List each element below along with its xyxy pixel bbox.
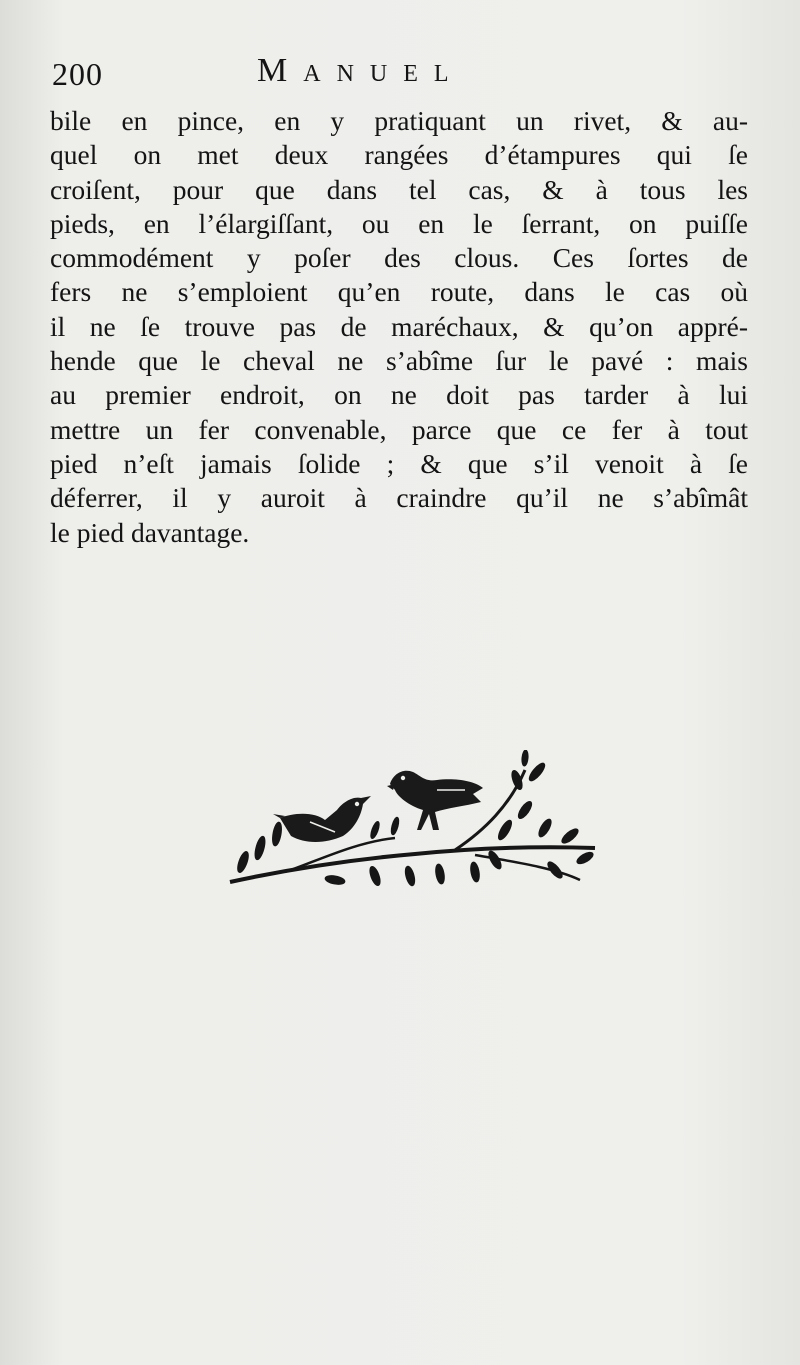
page-header: [52, 52, 752, 96]
text-line: bile en pince, en y pratiquant un rivet, & au-: [50, 105, 748, 136]
text-line: hende que le cheval ne s’abîme ſur le pavé : mais: [50, 345, 748, 377]
text-line: déferrer, il y auroit à craindre qu’il ne s’abîmât: [50, 482, 748, 514]
page-number: 200: [52, 56, 103, 92]
text-line: mettre un fer convenable, parce que ce fer à tout: [50, 413, 748, 445]
text-line: il ne ſe trouve pas de maréchaux, & qu’on appré-: [50, 310, 748, 342]
text-line: quel on met deux rangées d’étampures qui ſe: [50, 139, 748, 171]
body-paragraph: [50, 104, 748, 550]
text-line: pieds, en l’élargiſſant, ou en le ſerrant, on puiſſe: [50, 207, 748, 239]
text-line: fers ne s’emploient qu’en route, dans le cas où: [50, 276, 748, 308]
text-line: le pied davantage.: [50, 516, 250, 548]
text-line: au premier endroit, on ne doit pas tarder à lui: [50, 379, 748, 411]
text-line: pied n’eſt jamais ſolide ; & que s’il venoit à ſe: [50, 447, 748, 479]
show-through-background: [40, 520, 780, 1300]
running-head: Manuel: [257, 52, 465, 89]
text-line: croiſent, pour que dans tel cas, & à tous les: [50, 173, 748, 205]
bird-branch-vignette-icon: [225, 750, 600, 895]
text-line: commodément y poſer des clous. Ces ſortes de: [50, 242, 748, 274]
